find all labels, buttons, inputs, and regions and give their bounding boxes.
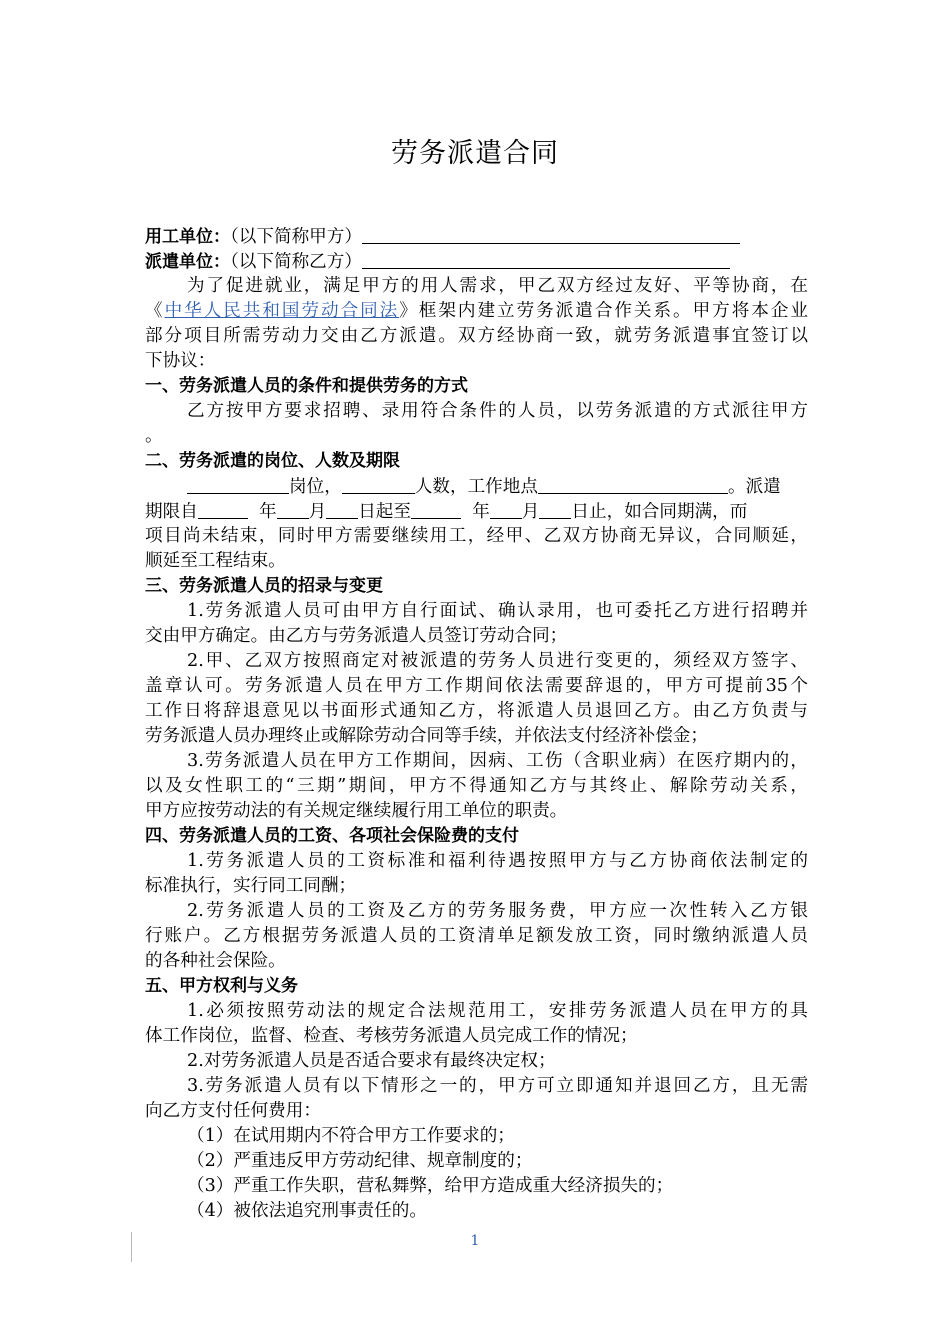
section-1-line-1: 乙方按甲方要求招聘、录用符合条件的人员，以劳务派遣的方式派往甲方 <box>187 401 808 421</box>
section-3-line: 交由甲方确定。由乙方与劳务派遣人员签订劳动合同； <box>145 626 568 646</box>
section-5-item: （1）在试用期内不符合甲方工作要求的； <box>187 1126 515 1146</box>
to-text: 日起至 <box>358 502 411 522</box>
intro-bracket-open: 《 <box>145 301 165 321</box>
section-2-line-2 <box>145 499 808 524</box>
document-body <box>145 224 808 1224</box>
headcount-text: 人数，工作地点 <box>414 477 538 497</box>
section-3-line: 工作日将辞退意见以书面形式通知乙方，将派遣人员退回乙方。由乙方负责与 <box>145 701 808 721</box>
section-3-heading: 三、劳务派遣人员的招录与变更 <box>145 576 383 596</box>
agency-blank[interactable] <box>362 249 730 269</box>
end-day-blank[interactable] <box>539 499 571 519</box>
position-text: 岗位， <box>289 477 342 497</box>
section-1-heading: 一、劳务派遣人员的条件和提供劳务的方式 <box>145 376 468 396</box>
section-5-line: 体工作岗位，监督、检查、考核劳务派遣人员完成工作的情况； <box>145 1026 638 1046</box>
month-text: 月 <box>308 502 327 522</box>
agency-label: 派遣单位： <box>145 252 230 272</box>
start-year-blank[interactable] <box>198 499 248 519</box>
section-1-line-2: 。 <box>145 426 163 446</box>
section-3-line: 1.劳务派遣人员可由甲方自行面试、确认录用，也可委托乙方进行招聘并 <box>187 601 808 621</box>
start-day-blank[interactable] <box>326 499 358 519</box>
employer-label: 用工单位： <box>145 227 230 247</box>
term-from-text: 期限自 <box>145 502 198 522</box>
dispatch-text: 。派遣 <box>727 477 781 497</box>
document-title: 劳务派遣合同 <box>391 138 559 169</box>
section-4-line: 标准执行，实行同工同酬； <box>145 876 357 896</box>
agency-line <box>145 249 808 274</box>
intro-line-2 <box>145 299 808 324</box>
section-3-line: 2.甲、乙双方按照商定对被派遣的劳务人员进行变更的，须经双方签字、 <box>187 651 808 671</box>
agency-note: （以下简称乙方） <box>230 252 362 272</box>
intro-line-2-text: 》框架内建立劳务派遣合作关系。甲方将本企业 <box>399 301 808 321</box>
section-4-line: 的各种社会保险。 <box>145 951 286 971</box>
workplace-blank[interactable] <box>538 474 728 494</box>
section-5-line: 3.劳务派遣人员有以下情形之一的，甲方可立即通知并退回乙方，且无需 <box>187 1076 808 1096</box>
section-4-heading: 四、劳务派遣人员的工资、各项社会保险费的支付 <box>145 826 519 846</box>
section-5-item: （4）被依法追究刑事责任的。 <box>187 1201 427 1221</box>
intro-line-1: 为了促进就业，满足甲方的用人需求，甲乙双方经过友好、平等协商，在 <box>187 276 808 296</box>
section-3-line: 盖章认可。劳务派遣人员在甲方工作期间依法需要辞退的，甲方可提前35个 <box>145 676 808 696</box>
year-text: 年 <box>258 502 277 522</box>
section-3-line: 劳务派遣人员办理终止或解除劳动合同等手续，并依法支付经济补偿金； <box>145 726 709 746</box>
end-month-blank[interactable] <box>490 499 522 519</box>
section-5-item: （2）严重违反甲方劳动纪律、规章制度的； <box>187 1151 533 1171</box>
section-3-line: 甲方应按劳动法的有关规定继续履行用工单位的职责。 <box>145 801 568 821</box>
employer-blank[interactable] <box>362 224 740 244</box>
headcount-blank[interactable] <box>342 474 415 494</box>
section-4-line: 1.劳务派遣人员的工资标准和福利待遇按照甲方与乙方协商依法制定的 <box>187 851 808 871</box>
section-5-heading: 五、甲方权利与义务 <box>145 976 298 996</box>
employer-note: （以下简称甲方） <box>230 227 362 247</box>
page-number: 1 <box>470 1233 480 1249</box>
month-text-2: 月 <box>521 502 540 522</box>
section-2-line-1 <box>145 474 808 499</box>
end-text: 日止，如合同期满，而 <box>571 502 748 522</box>
section-4-line: 行账户。乙方根据劳务派遣人员的工资清单足额发放工资，同时缴纳派遣人员 <box>145 926 808 946</box>
section-5-item: （3）严重工作失职，营私舞弊，给甲方造成重大经济损失的； <box>187 1176 674 1196</box>
section-4-line: 2.劳务派遣人员的工资及乙方的劳务服务费，甲方应一次性转入乙方银 <box>187 901 808 921</box>
section-5-line: 1.必须按照劳动法的规定合法规范用工，安排劳务派遣人员在甲方的具 <box>187 1001 808 1021</box>
employer-line <box>145 224 808 249</box>
section-2-heading: 二、劳务派遣的岗位、人数及期限 <box>145 451 400 471</box>
section-2-line-3: 项目尚未结束，同时甲方需要继续用工，经甲、乙双方协商无异议，合同顺延， <box>145 526 808 546</box>
intro-line-4: 下协议： <box>145 351 216 371</box>
position-blank[interactable] <box>187 474 289 494</box>
section-3-line: 3.劳务派遣人员在甲方工作期间，因病、工伤（含职业病）在医疗期内的， <box>187 751 808 771</box>
section-3-line: 以及女性职工的“三期”期间，甲方不得通知乙方与其终止、解除劳动关系， <box>145 776 808 796</box>
section-2-line-4: 顺延至工程结束。 <box>145 551 286 571</box>
labor-law-link[interactable]: 中华人民共和国劳动合同法 <box>164 301 400 321</box>
intro-line-3: 部分项目所需劳动力交由乙方派遣。双方经协商一致，就劳务派遣事宜签订以 <box>145 326 808 346</box>
section-5-line: 向乙方支付任何费用： <box>145 1101 321 1121</box>
start-month-blank[interactable] <box>277 499 309 519</box>
end-year-blank[interactable] <box>411 499 461 519</box>
section-5-line: 2.对劳务派遣人员是否适合要求有最终决定权； <box>187 1051 556 1071</box>
year-text-2: 年 <box>472 502 490 522</box>
